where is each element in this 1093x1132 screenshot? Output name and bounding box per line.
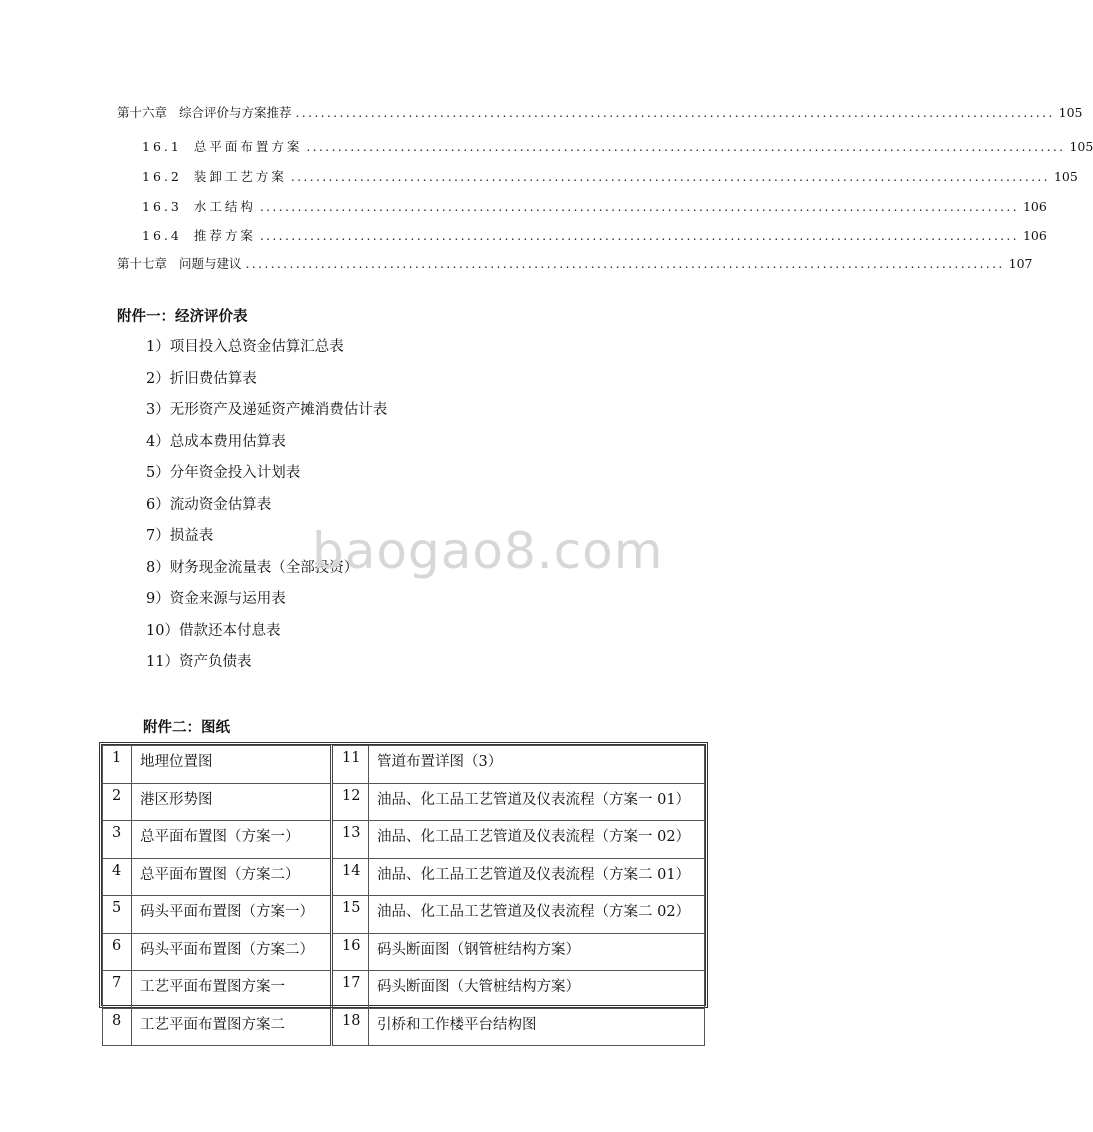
table-cell: 油品、化工品工艺管道及仪表流程（方案二 02） [369, 896, 705, 934]
table-cell: 引桥和工作楼平台结构图 [369, 1008, 705, 1046]
watermark: baogao8.com [312, 522, 664, 580]
toc-label: 16.2 装卸工艺方案 [142, 169, 287, 184]
toc-entry[interactable] [142, 167, 1078, 187]
list-item: 5）分年资金投入计划表 [146, 465, 301, 481]
toc-leader-dots: ......................................................................................................................... [295, 105, 1055, 120]
table-cell: 11 [332, 746, 369, 784]
table-cell: 15 [332, 896, 369, 934]
toc-leader-dots: ......................................................................................................................... [290, 169, 1050, 184]
table-cell: 5 [103, 896, 132, 934]
toc-page-number: 105 [1053, 169, 1078, 184]
table-cell: 总平面布置图（方案一） [132, 821, 332, 859]
table-cell: 码头断面图（钢管桩结构方案） [369, 933, 705, 971]
appendix2-heading: 附件二：图纸 [143, 720, 230, 736]
toc-label: 第十六章 综合评价与方案推荐 [117, 105, 292, 120]
table-row [103, 858, 705, 896]
list-item: 10）借款还本付息表 [146, 623, 281, 639]
table-cell: 2 [103, 783, 132, 821]
toc-page-number: 106 [1022, 199, 1047, 214]
toc-entry[interactable] [142, 226, 1047, 246]
table-cell: 管道布置详图（3） [369, 746, 705, 784]
toc-page-number: 105 [1058, 105, 1083, 120]
table-cell: 17 [332, 971, 369, 1009]
table-cell: 总平面布置图（方案二） [132, 858, 332, 896]
table-cell: 14 [332, 858, 369, 896]
table-row [103, 746, 705, 784]
toc-entry[interactable] [142, 137, 1093, 157]
table-cell: 油品、化工品工艺管道及仪表流程（方案一 01） [369, 783, 705, 821]
table-cell: 油品、化工品工艺管道及仪表流程（方案一 02） [369, 821, 705, 859]
toc-page-number: 107 [1008, 256, 1033, 271]
toc-page-number: 106 [1022, 228, 1047, 243]
list-item: 2）折旧费估算表 [146, 371, 257, 387]
list-item: 6）流动资金估算表 [146, 497, 272, 513]
toc-entry[interactable] [117, 103, 1083, 123]
list-item: 8）财务现金流量表（全部投资） [146, 560, 359, 576]
table-row [103, 821, 705, 859]
table-cell: 码头断面图（大管桩结构方案） [369, 971, 705, 1009]
toc-entry[interactable] [117, 254, 1033, 274]
table-row [103, 783, 705, 821]
table-cell: 18 [332, 1008, 369, 1046]
toc-label: 16.3 水工结构 [142, 199, 256, 214]
table-cell: 工艺平面布置图方案一 [132, 971, 332, 1009]
table-cell: 13 [332, 821, 369, 859]
toc-leader-dots: ......................................................................................................................... [259, 228, 1019, 243]
list-item: 7）损益表 [146, 528, 214, 544]
appendix1-heading: 附件一：经济评价表 [117, 309, 248, 325]
table-cell: 6 [103, 933, 132, 971]
list-item: 1）项目投入总资金估算汇总表 [146, 339, 344, 355]
table-cell: 12 [332, 783, 369, 821]
table-cell: 16 [332, 933, 369, 971]
toc-label: 16.4 推荐方案 [142, 228, 256, 243]
toc-leader-dots: ......................................................................................................................... [245, 256, 1005, 271]
table-cell: 8 [103, 1008, 132, 1046]
table-cell: 1 [103, 746, 132, 784]
table-cell: 油品、化工品工艺管道及仪表流程（方案二 01） [369, 858, 705, 896]
toc-page-number: 105 [1069, 139, 1093, 154]
table-cell: 3 [103, 821, 132, 859]
toc-label: 第十七章 问题与建议 [117, 256, 242, 271]
list-item: 3）无形资产及递延资产摊消费估计表 [146, 402, 388, 418]
list-item: 9）资金来源与运用表 [146, 591, 286, 607]
table-row [103, 933, 705, 971]
list-item: 4）总成本费用估算表 [146, 434, 286, 450]
drawings-table [102, 745, 705, 1046]
table-cell: 7 [103, 971, 132, 1009]
toc-leader-dots: ......................................................................................................................... [259, 199, 1019, 214]
table-row [103, 896, 705, 934]
table-cell: 港区形势图 [132, 783, 332, 821]
table-cell: 工艺平面布置图方案二 [132, 1008, 332, 1046]
toc-label: 16.1 总平面布置方案 [142, 139, 303, 154]
table-cell: 4 [103, 858, 132, 896]
table-row [103, 1008, 705, 1046]
toc-entry[interactable] [142, 197, 1047, 217]
table-cell: 码头平面布置图（方案二） [132, 933, 332, 971]
table-cell: 码头平面布置图（方案一） [132, 896, 332, 934]
list-item: 11）资产负债表 [146, 654, 252, 670]
table-cell: 地理位置图 [132, 746, 332, 784]
toc-leader-dots: ......................................................................................................................... [306, 139, 1066, 154]
table-row [103, 971, 705, 1009]
